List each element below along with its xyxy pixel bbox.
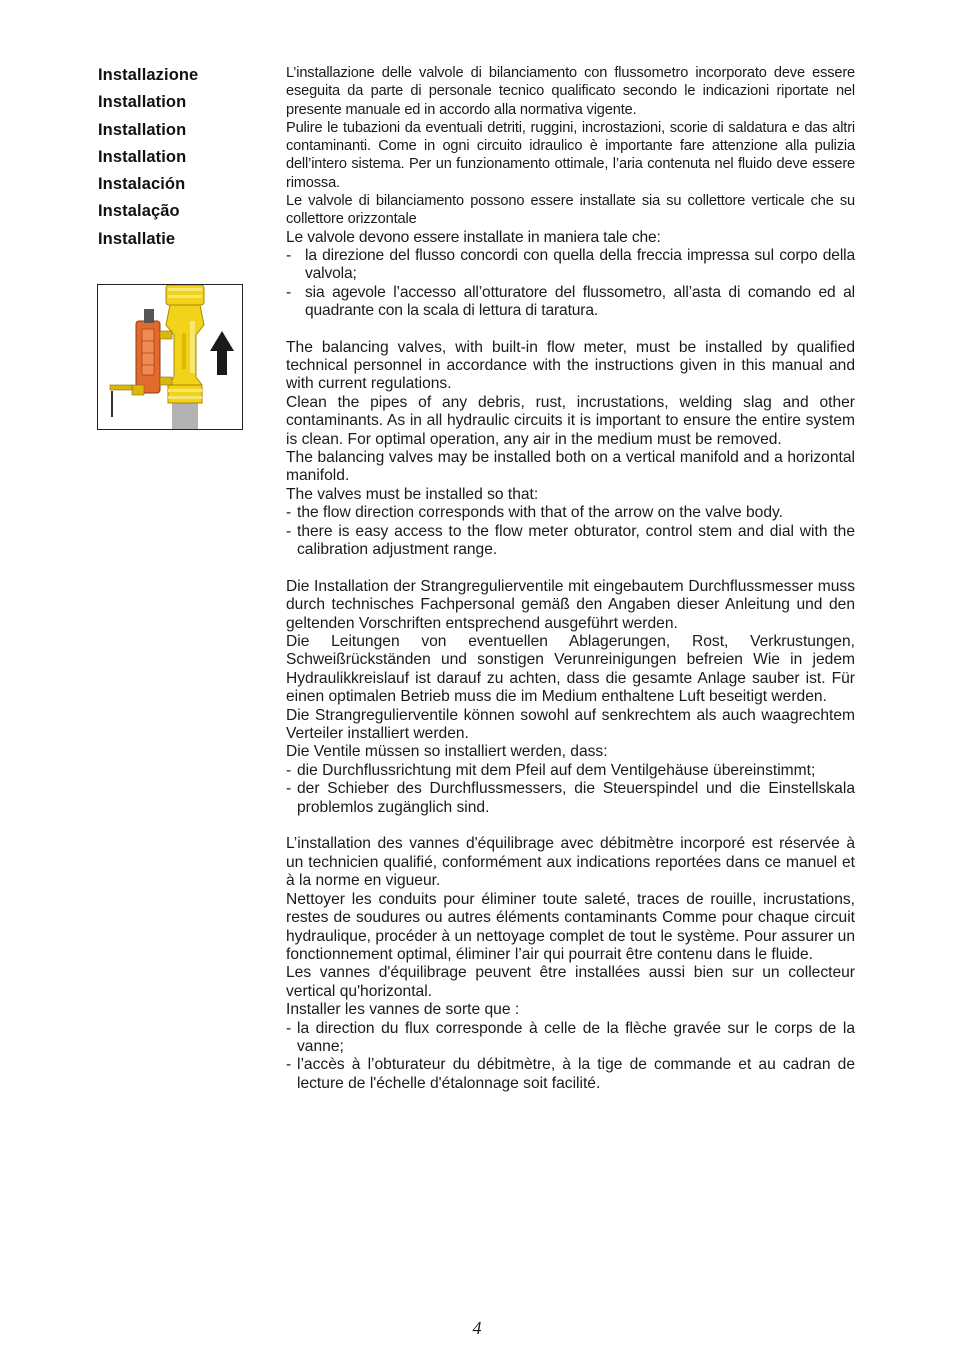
bullet-list <box>286 247 855 320</box>
installation-text <box>286 64 855 1093</box>
list-item: - der Schieber des Durchflussmessers, die Steuerspindel und die Einstellskala problemlos zugänglich sind. <box>286 780 855 817</box>
section-french <box>286 835 855 1093</box>
paragraph: Die Leitungen von eventuellen Ablagerungen, Rost, Verkrustungen, Schweißrückständen und sonstigen Verunreinigungen befreien Wie in jedem Hydraulikkreislauf ist darauf zu achten, dass die gesamte Anlage sauber ist. Für einen optimalen Betrieb muss die im Medium enthaltene Luft beseitigt werden. <box>286 633 855 706</box>
heading-dutch: Installatie <box>98 229 176 248</box>
paragraph: Clean the pipes of any debris, rust, incrustations, welding slag and other contaminants. As in all hydraulic circuits it is important to ensure the entire system is clean. For optimal operation, any air in the medium must be removed. <box>286 393 855 448</box>
section-german <box>286 578 855 817</box>
valve-installation-figure <box>97 284 243 430</box>
paragraph: The balancing valves may be installed both on a vertical manifold and a horizontal manifold. <box>286 448 855 485</box>
flow-direction-arrow-icon <box>210 331 234 375</box>
paragraph: Les vannes d'équilibrage peuvent être installées aussi bien sur un collecteur vertical qu'horizontal. <box>286 964 855 1000</box>
paragraph: Le valvole di bilanciamento possono essere installate sia su collettore verticale che su collettore orizzontale <box>286 193 855 228</box>
heading-italian: Installazione <box>98 66 199 84</box>
list-item: - la direzione del flusso concordi con quella della freccia impressa sul corpo della valvola; <box>286 247 855 284</box>
paragraph: The balancing valves, with built-in flow meter, must be installed by qualified technical personnel in accordance with the instructions given in this manual and with current regulations. <box>286 338 855 393</box>
paragraph: Die Strangregulierventile können sowohl auf senkrechtem als auch waagrechtem Verteiler installiert werden. <box>286 706 855 743</box>
paragraph: Pulire le tubazioni da eventuali detriti, ruggini, incrostazioni, scorie di saldatura e das altri contaminanti. Come in ogni circuito idraulico è importante fare attenzione alla pulizia dell’intero sistema. Per un funzionamento ottimale, l’aria contenuta nel fluido deve essere rimossa. <box>286 119 855 191</box>
heading-english: Installation <box>98 93 187 112</box>
list-item: - sia agevole l’accesso all’otturatore del flussometro, all’asta di comando ed al quadrante con la scala di lettura di taratura. <box>286 284 855 321</box>
list-item: - die Durchflussrichtung mit dem Pfeil auf dem Ventilgehäuse übereinstimmt; <box>286 762 855 780</box>
paragraph: L’installation des vannes d'équilibrage avec débitmètre incorporé est réservée à un technicien qualifié, conformément aux indications reportées dans ce manuel et à la norme en vigueur. <box>286 835 855 890</box>
paragraph: Die Ventile müssen so installiert werden, dass: <box>286 743 608 761</box>
bullet-list <box>286 504 855 559</box>
paragraph: L’installazione delle valvole di bilanciamento con flussometro incorporato deve essere eseguita da parte di personale tecnico qualificato secondo le indicazioni riportate nel presente manuale ed in accordo alla normativa vigente. <box>286 65 855 118</box>
paragraph: Installer les vannes de sorte que : <box>286 1001 520 1019</box>
heading-german: Installation <box>98 120 187 139</box>
pipe <box>172 403 198 429</box>
list-item: - there is easy access to the flow meter obturator, control stem and dial with the calibration adjustment range. <box>286 523 855 560</box>
heading-portuguese: Instalação <box>98 202 180 221</box>
balancing-valve-icon <box>98 285 242 429</box>
bullet-list <box>286 1020 855 1094</box>
heading-french: Installation <box>98 147 187 166</box>
list-item: - la direction du flux corresponde à celle de la flèche gravée sur le corps de la vanne; <box>286 1020 855 1057</box>
heading-spanish: Instalación <box>98 175 186 194</box>
paragraph: Nettoyer les conduits pour éliminer toute saleté, traces de rouille, incrustations, restes de soudures ou autres éléments contaminants Comme pour chaque circuit hydraulique, procéder à un nettoyage complet de tout le système. Pour assurer un fonctionnement optimal, éliminer l’air qui pourrait être contenu dans le fluide. <box>286 890 855 963</box>
section-english <box>286 339 855 560</box>
paragraph: The valves must be installed so that: <box>286 485 539 503</box>
bullet-list <box>286 762 855 817</box>
page-number: 4 <box>472 1318 482 1338</box>
paragraph: Le valvole devono essere installate in maniera tale che: <box>286 228 661 246</box>
list-item: - l’accès à l’obturateur du débitmètre, à la tige de commande et au cadran de lecture de l'échelle d'étalonnage soit facilité. <box>286 1056 855 1093</box>
paragraph: Die Installation der Strangregulierventile mit eingebautem Durchflussmesser muss durch technisches Fachpersonal gemäß den Angaben dieser Anleitung und den geltenden Vorschriften entsprechend ausgeführt werden. <box>286 577 855 632</box>
language-headings <box>98 62 248 253</box>
list-item: - the flow direction corresponds with that of the arrow on the valve body. <box>286 504 855 522</box>
section-italian <box>286 64 855 320</box>
